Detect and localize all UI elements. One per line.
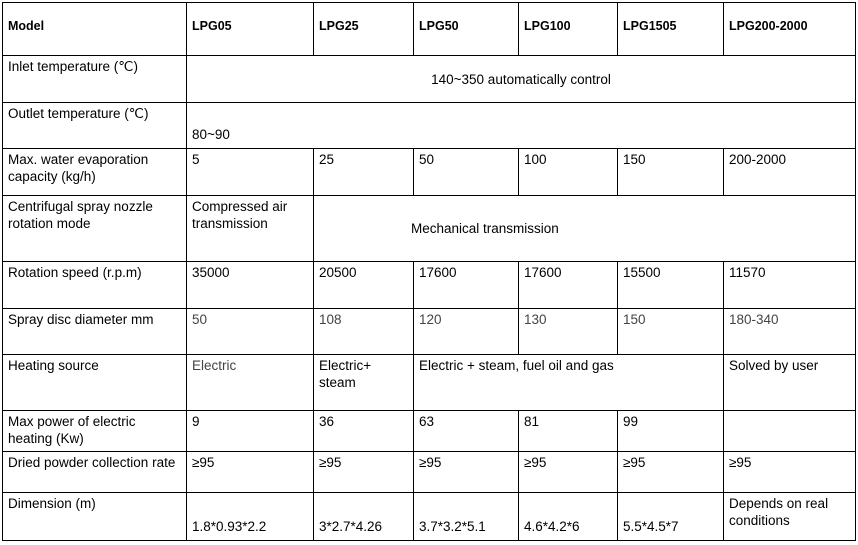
row-speed [3, 262, 856, 309]
cell: 108 [314, 309, 414, 355]
cell: 35000 [187, 262, 314, 309]
cell: 36 [314, 411, 414, 452]
cell: 50 [187, 309, 314, 355]
header-lpg05: LPG05 [187, 3, 314, 56]
cell: Electric+ steam [314, 355, 414, 411]
row-dimension [3, 493, 856, 541]
cell: 3*2.7*4.26 [314, 493, 414, 541]
cell: 20500 [314, 262, 414, 309]
label-outlet: Outlet temperature (℃) [3, 103, 187, 149]
cell: 81 [519, 411, 618, 452]
cell: Compressed air transmission [187, 196, 314, 262]
header-lpg25: LPG25 [314, 3, 414, 56]
cell: 5 [187, 149, 314, 196]
cell: 1.8*0.93*2.2 [187, 493, 314, 541]
row-inlet [3, 56, 856, 103]
cell [724, 411, 856, 452]
label-dimension: Dimension (m) [3, 493, 187, 541]
value-heating-combined: Electric + steam, fuel oil and gas [414, 355, 724, 411]
cell: 5.5*4.5*7 [618, 493, 724, 541]
row-collection [3, 452, 856, 493]
header-model: Model [3, 3, 187, 56]
cell: ≥95 [724, 452, 856, 493]
cell: Solved by user [724, 355, 856, 411]
cell: ≥95 [618, 452, 724, 493]
cell: 17600 [519, 262, 618, 309]
cell: ≥95 [519, 452, 618, 493]
cell: ≥95 [414, 452, 519, 493]
label-collection: Dried powder collection rate [3, 452, 187, 493]
label-evaporation: Max. water evaporation capacity (kg/h) [3, 149, 187, 196]
cell: ≥95 [187, 452, 314, 493]
cell: 120 [414, 309, 519, 355]
header-lpg50: LPG50 [414, 3, 519, 56]
spec-table [2, 2, 856, 541]
cell: 150 [618, 149, 724, 196]
cell: Electric [187, 355, 314, 411]
label-disc: Spray disc diameter mm [3, 309, 187, 355]
header-lpg200-2000: LPG200-2000 [724, 3, 856, 56]
label-power: Max power of electric heating (Kw) [3, 411, 187, 452]
cell: 25 [314, 149, 414, 196]
row-evaporation [3, 149, 856, 196]
header-row [3, 3, 856, 56]
cell: 200-2000 [724, 149, 856, 196]
value-inlet: 140~350 automatically control [187, 56, 856, 103]
label-speed: Rotation speed (r.p.m) [3, 262, 187, 309]
cell: 130 [519, 309, 618, 355]
cell: 9 [187, 411, 314, 452]
cell: 99 [618, 411, 724, 452]
row-power [3, 411, 856, 452]
row-heating [3, 355, 856, 411]
cell: 11570 [724, 262, 856, 309]
value-mechanical: Mechanical transmission [314, 196, 856, 262]
cell: 4.6*4.2*6 [519, 493, 618, 541]
label-nozzle: Centrifugal spray nozzle rotation mode [3, 196, 187, 262]
row-nozzle [3, 196, 856, 262]
header-lpg1505: LPG1505 [618, 3, 724, 56]
value-outlet: 80~90 [187, 103, 856, 149]
cell: 15500 [618, 262, 724, 309]
row-outlet [3, 103, 856, 149]
cell: Depends on real conditions [724, 493, 856, 541]
cell: 63 [414, 411, 519, 452]
label-inlet: Inlet temperature (℃) [3, 56, 187, 103]
cell: 50 [414, 149, 519, 196]
cell: ≥95 [314, 452, 414, 493]
cell: 17600 [414, 262, 519, 309]
cell: 180-340 [724, 309, 856, 355]
cell: 150 [618, 309, 724, 355]
cell: 100 [519, 149, 618, 196]
header-lpg100: LPG100 [519, 3, 618, 56]
cell: 3.7*3.2*5.1 [414, 493, 519, 541]
row-disc [3, 309, 856, 355]
label-heating: Heating source [3, 355, 187, 411]
